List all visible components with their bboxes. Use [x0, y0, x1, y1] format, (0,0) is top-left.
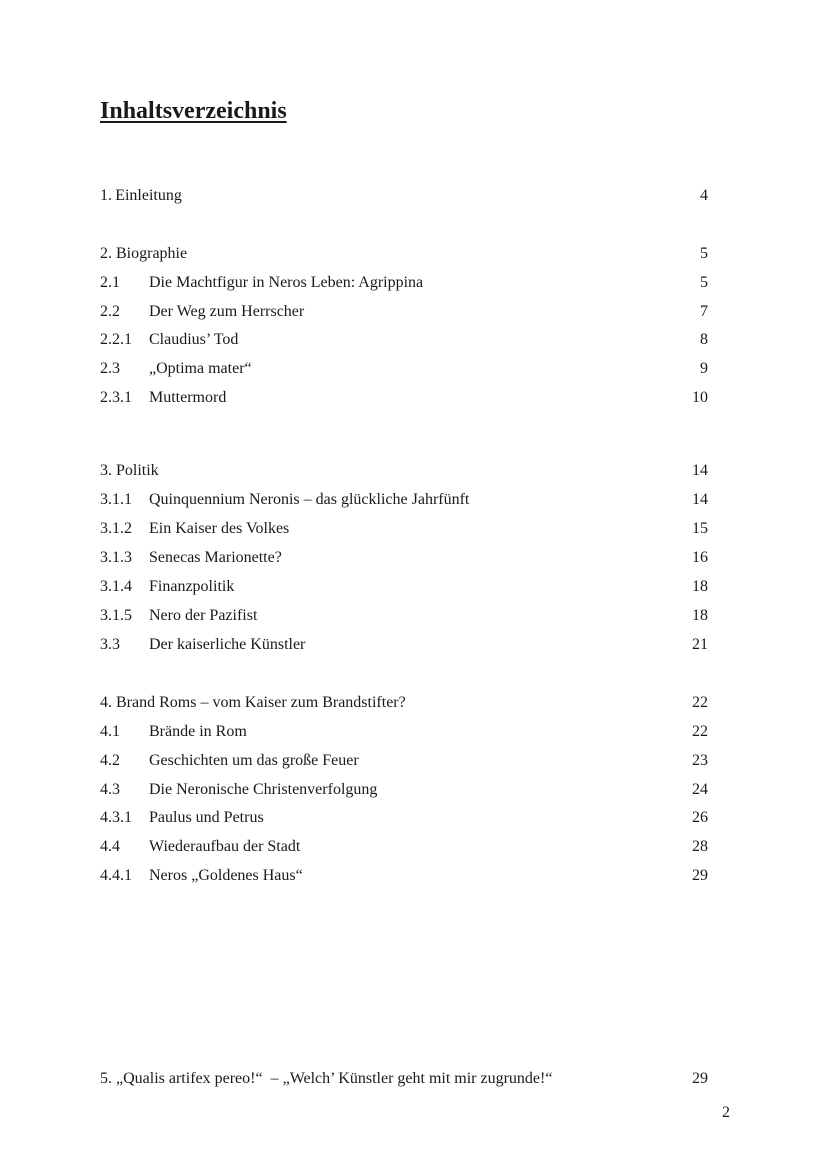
toc-page-number: 7 [700, 303, 708, 320]
toc-entry-label: Der Weg zum Herrscher [149, 303, 305, 320]
toc-entry-label: Claudius’ Tod [149, 331, 239, 348]
toc-entry-label: 3. Politik [100, 462, 159, 479]
toc-entry-number: 2.1 [100, 274, 120, 291]
toc-entry-number: 3.1.1 [100, 491, 132, 508]
toc-entry-label: 5. „Qualis artifex pereo!“ – „Welch’ Künstler geht mit mir zugrunde!“ [100, 1070, 553, 1087]
toc-page-number: 9 [700, 360, 708, 377]
toc-entry-number: 2.2.1 [100, 331, 132, 348]
toc-page-number: 15 [692, 520, 708, 537]
toc-entry-label: „Optima mater“ [149, 360, 252, 377]
toc-page-number: 22 [692, 723, 708, 740]
toc-page-number: 8 [700, 331, 708, 348]
toc-entry[interactable] [100, 807, 708, 829]
toc-entry-biographie[interactable] [100, 243, 708, 265]
toc-entry-brand-roms[interactable] [100, 692, 708, 714]
toc-page-number: 23 [692, 752, 708, 769]
toc-page-number: 4 [700, 187, 708, 204]
toc-entry-number: 3.3 [100, 636, 120, 653]
toc-entry-number: 3.1.5 [100, 607, 132, 624]
toc-page-number: 14 [692, 491, 708, 508]
toc-entry-label: 4. Brand Roms – vom Kaiser zum Brandstifter? [100, 694, 406, 711]
toc-entry-number: 3.1.3 [100, 549, 132, 566]
toc-entry[interactable] [100, 576, 708, 598]
toc-entry-label: Der kaiserliche Künstler [149, 636, 306, 653]
toc-entry-einleitung[interactable] [100, 185, 708, 207]
toc-page-number: 14 [692, 462, 708, 479]
toc-page-number: 29 [692, 1070, 708, 1087]
toc-entry-number: 3.1.2 [100, 520, 132, 537]
toc-entry[interactable] [100, 750, 708, 772]
toc-entry-label: Finanzpolitik [149, 578, 235, 595]
toc-entry-label: Die Neronische Christenverfolgung [149, 781, 378, 798]
toc-entry[interactable] [100, 387, 708, 409]
toc-entry[interactable] [100, 329, 708, 351]
toc-entry-schluss[interactable] [100, 1068, 708, 1090]
toc-entry-number: 4.4 [100, 838, 120, 855]
toc-page-number: 10 [692, 389, 708, 406]
toc-entry-label: Wiederaufbau der Stadt [149, 838, 301, 855]
toc-entry-number: 2.3.1 [100, 389, 132, 406]
toc-entry[interactable] [100, 272, 708, 294]
toc-page-number: 18 [692, 607, 708, 624]
toc-page-number: 21 [692, 636, 708, 653]
toc-entry-label: Quinquennium Neronis – das glückliche Jahrfünft [149, 491, 470, 508]
toc-page-number: 28 [692, 838, 708, 855]
toc-entry-number: 4.1 [100, 723, 120, 740]
page-title: Inhaltsverzeichnis [100, 98, 287, 124]
toc-page-number: 26 [692, 809, 708, 826]
toc-entry-label: 1. Einleitung [100, 187, 182, 204]
toc-entry-label: 2. Biographie [100, 245, 188, 262]
toc-entry[interactable] [100, 489, 708, 511]
toc-entry-label: Senecas Marionette? [149, 549, 282, 566]
toc-page-number: 29 [692, 867, 708, 884]
toc-entry-label: Die Machtfigur in Neros Leben: Agrippina [149, 274, 424, 291]
toc-entry[interactable] [100, 836, 708, 858]
toc-entry-number: 4.4.1 [100, 867, 132, 884]
toc-entry-number: 4.2 [100, 752, 120, 769]
toc-entry[interactable] [100, 518, 708, 540]
toc-entry-label: Muttermord [149, 389, 227, 406]
toc-page-number: 5 [700, 245, 708, 262]
toc-entry[interactable] [100, 605, 708, 627]
toc-entry-label: Brände in Rom [149, 723, 247, 740]
toc-page-number: 16 [692, 549, 708, 566]
toc-page-number: 18 [692, 578, 708, 595]
toc-entry-label: Nero der Pazifist [149, 607, 258, 624]
toc-entry[interactable] [100, 301, 708, 323]
toc-entry[interactable] [100, 721, 708, 743]
toc-page-number: 22 [692, 694, 708, 711]
toc-entry-number: 2.3 [100, 360, 120, 377]
toc-entry-label: Ein Kaiser des Volkes [149, 520, 290, 537]
toc-entry-number: 2.2 [100, 303, 120, 320]
toc-entry[interactable] [100, 634, 708, 656]
toc-entry-number: 3.1.4 [100, 578, 132, 595]
toc-entry-number: 4.3.1 [100, 809, 132, 826]
toc-page-number: 24 [692, 781, 708, 798]
toc-entry-politik[interactable] [100, 460, 708, 482]
toc-page-number: 5 [700, 274, 708, 291]
toc-entry[interactable] [100, 547, 708, 569]
toc-entry[interactable] [100, 779, 708, 801]
toc-entry-number: 4.3 [100, 781, 120, 798]
toc-entry[interactable] [100, 358, 708, 380]
toc-entry-label: Geschichten um das große Feuer [149, 752, 359, 769]
toc-entry-label: Paulus und Petrus [149, 809, 264, 826]
toc-entry-label: Neros „Goldenes Haus“ [149, 867, 303, 884]
page-number: 2 [722, 1104, 730, 1121]
toc-entry[interactable] [100, 865, 708, 887]
